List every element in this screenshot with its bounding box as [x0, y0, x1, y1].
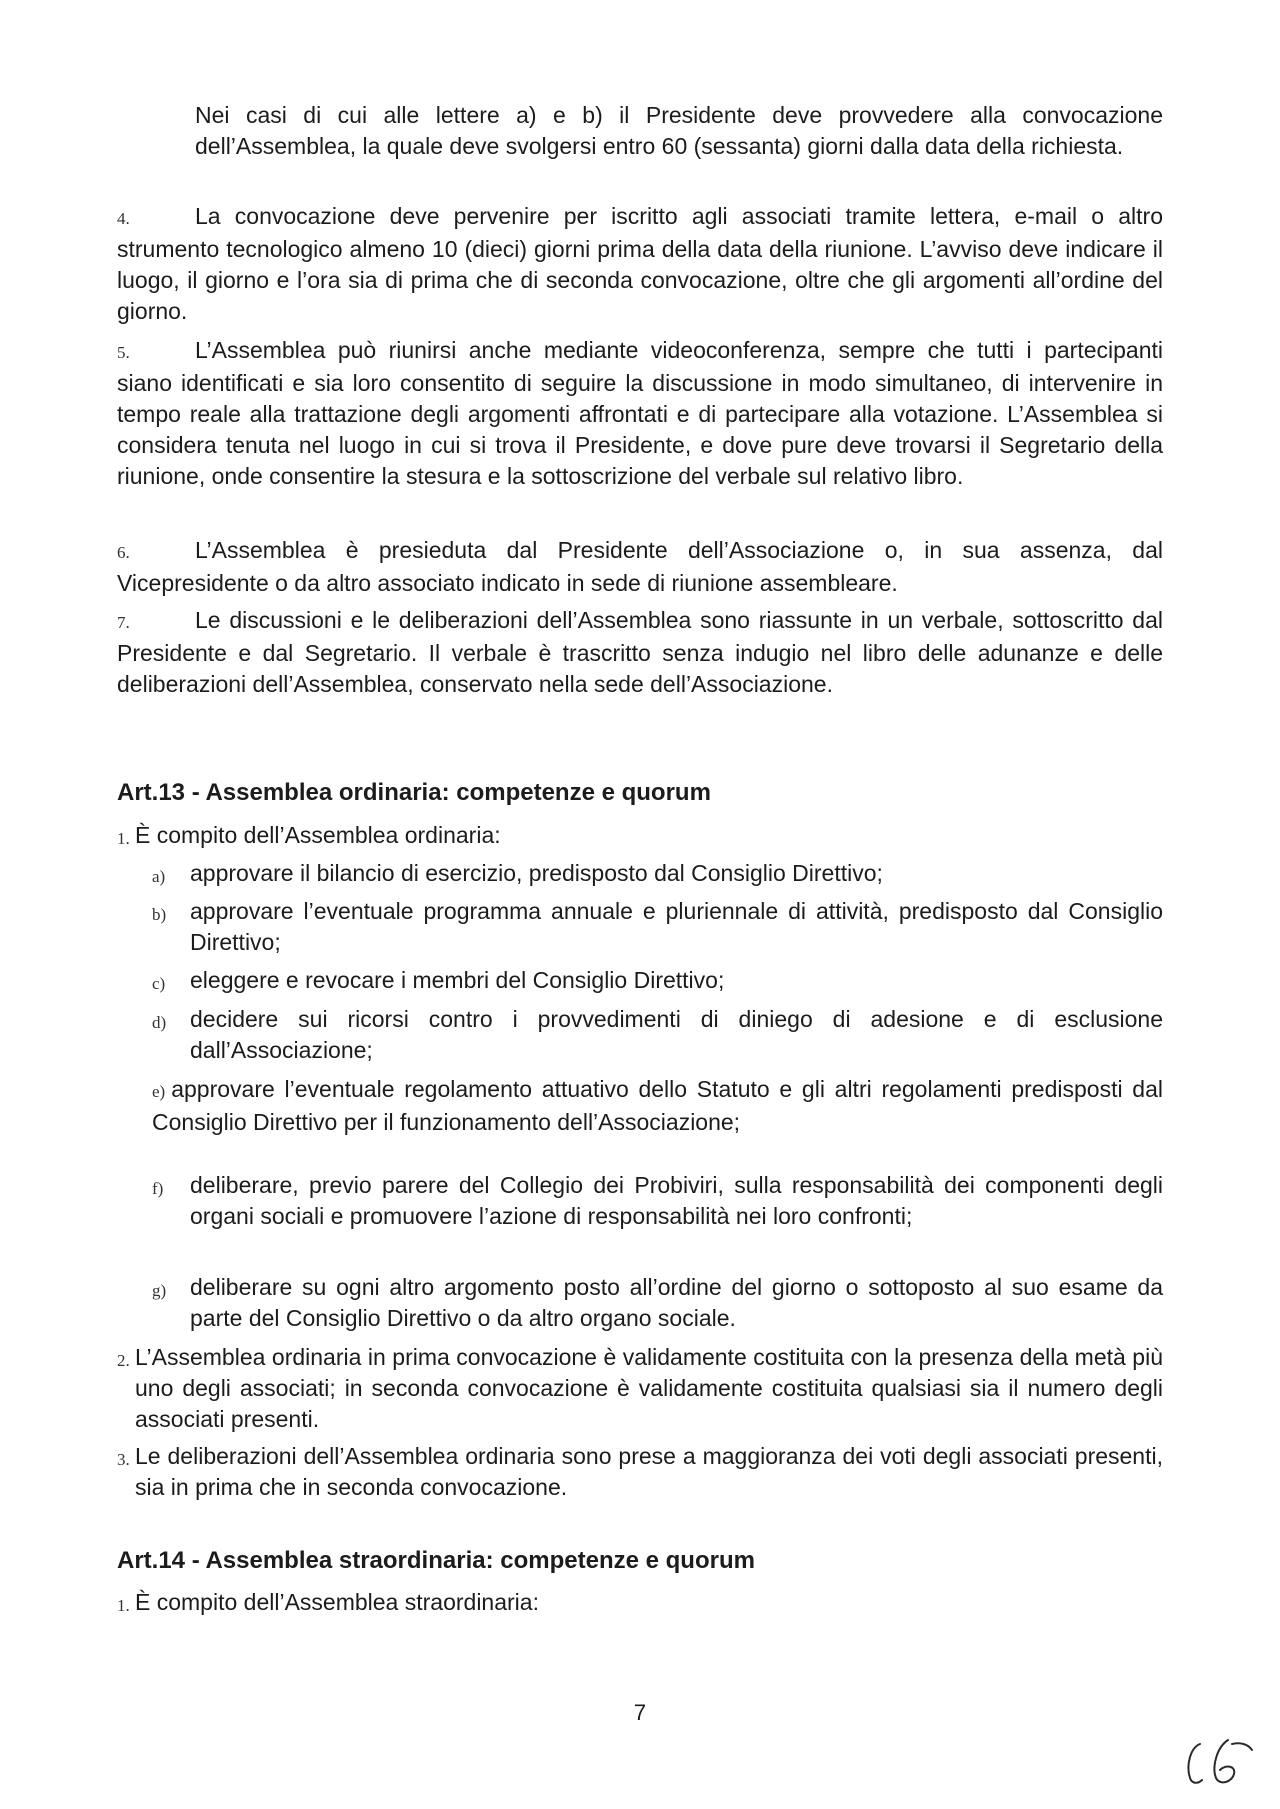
paragraph-text: Nei casi di cui alle lettere a) e b) il Presidente deve provvedere alla convocazione dell’Assemblea, la quale deve svolgersi entro 60 (sessanta) giorni dalla data della richiesta. — [195, 102, 1163, 159]
item-text: Le deliberazioni dell’Assemblea ordinaria sono prese a maggioranza dei voti degli associati presenti, sia in prima che in seconda convocazione. — [135, 1443, 1163, 1500]
article-13-item-a — [152, 858, 1163, 889]
page-number: 7 — [633, 1700, 647, 1725]
paragraph-text: Le discussioni e le deliberazioni dell’Assemblea sono riassunte in un verbale, sottoscritto dal Presidente e dal Segretario. Il verbale è trascritto senza indugio nel libro delle adunanze e delle deliberazioni dell’Assemblea, conservato nella sede dell’Associazione. — [117, 607, 1163, 697]
item-number: 2. — [117, 1351, 130, 1370]
paragraph-7 — [117, 605, 1163, 700]
paragraph-5 — [117, 335, 1163, 492]
item-label: e) — [152, 1082, 166, 1101]
paragraph-text: L’Assemblea è presieduta dal Presidente dell’Associazione o, in sua assenza, dal Vicepresidente o da altro associato indicato in sede di riunione assembleare. — [117, 537, 1163, 596]
article-13-item-c — [152, 965, 1163, 996]
paragraph-6 — [117, 535, 1163, 599]
paragraph-3-continuation — [195, 100, 1163, 162]
item-number: 3. — [117, 1450, 130, 1469]
item-text: È compito dell’Assemblea ordinaria: — [135, 822, 501, 848]
item-text: È compito dell’Assemblea straordinaria: — [135, 1589, 539, 1615]
item-label: b) — [152, 905, 167, 924]
item-text: deliberare, previo parere del Collegio dei Probiviri, sulla responsabilità dei componenti degli organi sociali e promuovere l’azione di responsabilità nei loro confronti; — [190, 1172, 1163, 1229]
item-text: L’Assemblea ordinaria in prima convocazione è validamente costituita con la presenza della metà più uno degli associati; in seconda convocazione è validamente costituita qualsiasi sia il numero degli associati presenti. — [135, 1344, 1163, 1432]
item-label: f) — [152, 1179, 164, 1198]
article-14-intro — [117, 1587, 1163, 1618]
article-13-item-d — [152, 1004, 1163, 1066]
item-text: deliberare su ogni altro argomento posto all’ordine del giorno o sottoposto al suo esame da parte del Consiglio Direttivo o da altro organo sociale. — [190, 1274, 1163, 1331]
article-14-heading: Art.14 - Assemblea straordinaria: competenze e quorum — [117, 1547, 755, 1574]
item-label: g) — [152, 1281, 167, 1300]
article-13-item-g — [152, 1272, 1163, 1334]
article-13-item-e — [152, 1074, 1163, 1138]
paragraph-text: L’Assemblea può riunirsi anche mediante videoconferenza, sempre che tutti i partecipanti siano identificati e sia loro consentito di seguire la discussione in modo simultaneo, di intervenire in tempo reale alla trattazione degli argomenti affrontati e di partecipare alla votazione. L’Assemblea si considera tenuta nel luogo in cui si trova il Presidente, e dove pure deve trovarsi il Segretario della riunione, onde consentire la stesura e la sottoscrizione del verbale sul relativo libro. — [117, 337, 1163, 489]
article-13-item-f — [152, 1170, 1163, 1232]
article-13-item-b — [152, 896, 1163, 958]
article-13-intro — [117, 820, 1163, 851]
paragraph-4 — [117, 201, 1163, 327]
item-label: c) — [152, 974, 166, 993]
paragraph-number: 4. — [117, 209, 130, 228]
paragraph-number: 5. — [117, 343, 130, 362]
item-label: a) — [152, 867, 166, 886]
article-13-heading: Art.13 - Assemblea ordinaria: competenze e quorum — [117, 779, 711, 806]
article-13-paragraph-2 — [117, 1342, 1163, 1435]
item-text: decidere sui ricorsi contro i provvedimenti di diniego di adesione e di esclusione dall’Associazione; — [190, 1006, 1163, 1063]
item-label: d) — [152, 1013, 167, 1032]
paragraph-number: 6. — [117, 543, 130, 562]
item-number: 1. — [117, 1596, 130, 1615]
paragraph-text: La convocazione deve pervenire per iscritto agli associati tramite lettera, e-mail o altro strumento tecnologico almeno 10 (dieci) giorni prima della data della riunione. L’avviso deve indicare il luogo, il giorno e l’ora sia di prima che di seconda convocazione, oltre che gli argomenti all’ordine del giorno. — [117, 203, 1163, 324]
article-13-paragraph-3 — [117, 1441, 1163, 1503]
paragraph-number: 7. — [117, 613, 130, 632]
item-number: 1. — [117, 829, 130, 848]
item-text: approvare l’eventuale programma annuale e pluriennale di attività, predisposto dal Consiglio Direttivo; — [190, 898, 1163, 955]
handwritten-initials — [1180, 1730, 1260, 1790]
item-text: eleggere e revocare i membri del Consiglio Direttivo; — [190, 967, 725, 993]
item-text: approvare il bilancio di esercizio, predisposto dal Consiglio Direttivo; — [190, 860, 883, 886]
item-text: approvare l’eventuale regolamento attuativo dello Statuto e gli altri regolamenti predisposti dal Consiglio Direttivo per il funzionamento dell’Associazione; — [152, 1076, 1163, 1135]
